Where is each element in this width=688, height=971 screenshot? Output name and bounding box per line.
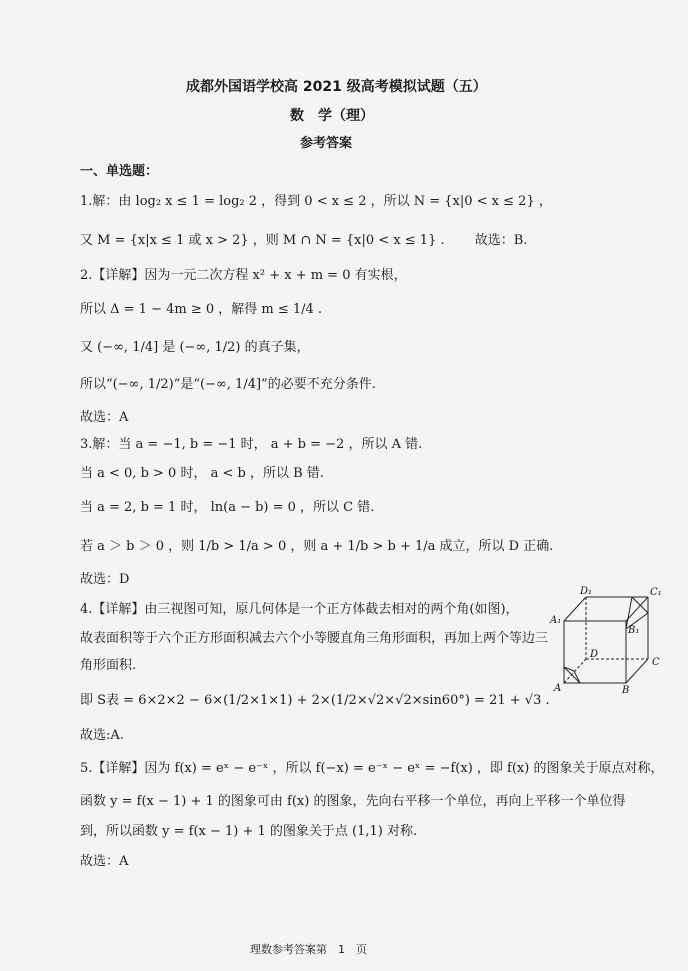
- cube-bottom-right-edge: [626, 659, 648, 683]
- label-d: D: [590, 649, 599, 660]
- cube-top-left-edge: [564, 597, 586, 621]
- label-a: A: [554, 683, 562, 694]
- q2-line-2: 所以 Δ = 1 − 4m ≥ 0 ，解得 m ≤ 1/4 .: [80, 302, 323, 317]
- q4-answer: 故选:A.: [80, 728, 124, 743]
- q3-line-1: 3.解：当 a = −1, b = −1 时， a + b = −2 ，所以 A 错.: [80, 437, 423, 452]
- q3-line-3: 当 a = 2, b = 1 时， ln(a − b) = 0 ，所以 C 错.: [80, 500, 375, 515]
- page-footer: 理数参考答案第 1 页: [250, 943, 367, 956]
- cut-line-bottom-2: [574, 671, 580, 683]
- q4-line-1: 4.【详解】由三视图可知，原几何体是一个正方体截去相对的两个角(如图)，: [80, 602, 519, 617]
- label-b: B: [622, 685, 630, 695]
- q3-line-2: 当 a < 0, b > 0 时， a < b ，所以 B 错.: [80, 466, 324, 481]
- answer-subtitle: 参考答案: [300, 136, 353, 151]
- section-heading: 一、单选题：: [80, 164, 159, 179]
- label-c1: C₁: [650, 587, 662, 598]
- label-a1: A₁: [550, 615, 562, 626]
- label-c: C: [652, 657, 660, 668]
- q2-line-4: 所以“(−∞, 1/2)”是“(−∞, 1/4]”的必要不充分条件.: [80, 377, 376, 392]
- label-d1: D₁: [580, 586, 593, 597]
- q4-line-3: 角形面积.: [80, 658, 137, 673]
- q5-line-1: 5.【详解】因为 f(x) = eˣ − e⁻ˣ ，所以 f(−x) = e⁻ˣ − eˣ = −f(x) ，即 f(x) 的图象关于原点对称，: [80, 761, 664, 776]
- q4-line-4: 即 S表 = 6×2×2 − 6×(1/2×1×1) + 2×(1/2×√2×√2×sin60°) = 21 + √3 .: [80, 693, 550, 708]
- document-title: 成都外国语学校高 2021 级高考模拟试题（五）: [186, 79, 487, 95]
- q5-line-3: 到，所以函数 y = f(x − 1) + 1 的图象关于点 (1,1) 对称.: [80, 824, 418, 839]
- q2-line-3: 又 (−∞, 1/4] 是 (−∞, 1/2) 的真子集，: [80, 340, 310, 355]
- q2-answer: 故选：A: [80, 410, 129, 425]
- label-b1: B₁: [628, 625, 640, 636]
- q5-line-2: 函数 y = f(x − 1) + 1 的图象可由 f(x) 的图象，先向右平移一个单位，再向上平移一个单位得: [80, 794, 626, 809]
- q1-line-2: 又 M = {x|x ≤ 1 或 x > 2} ，则 M ∩ N = {x|0 < x ≤ 1} . 故选：B.: [80, 233, 528, 248]
- cut-line-bottom-1: [564, 667, 580, 683]
- q3-answer: 故选：D: [80, 572, 130, 587]
- q4-line-2: 故表面积等于六个正方形面积减去六个小等腰直角三角形面积，再加上两个等边三: [80, 631, 549, 646]
- subject-title: 数 学（理）: [290, 108, 374, 124]
- cube-figure: [544, 585, 674, 695]
- q3-line-4: 若 a ＞ b ＞ 0 ，则 1/b > 1/a > 0 ，则 a + 1/b > b + 1/a 成立，所以 D 正确.: [80, 539, 554, 554]
- q2-line-1: 2.【详解】因为一元二次方程 x² + x + m = 0 有实根，: [80, 268, 407, 283]
- q5-answer: 故选：A: [80, 854, 129, 869]
- q1-line-1: 1.解：由 log₂ x ≤ 1 = log₂ 2 ，得到 0 < x ≤ 2 ，所以 N = {x|0 < x ≤ 2} ，: [80, 194, 552, 209]
